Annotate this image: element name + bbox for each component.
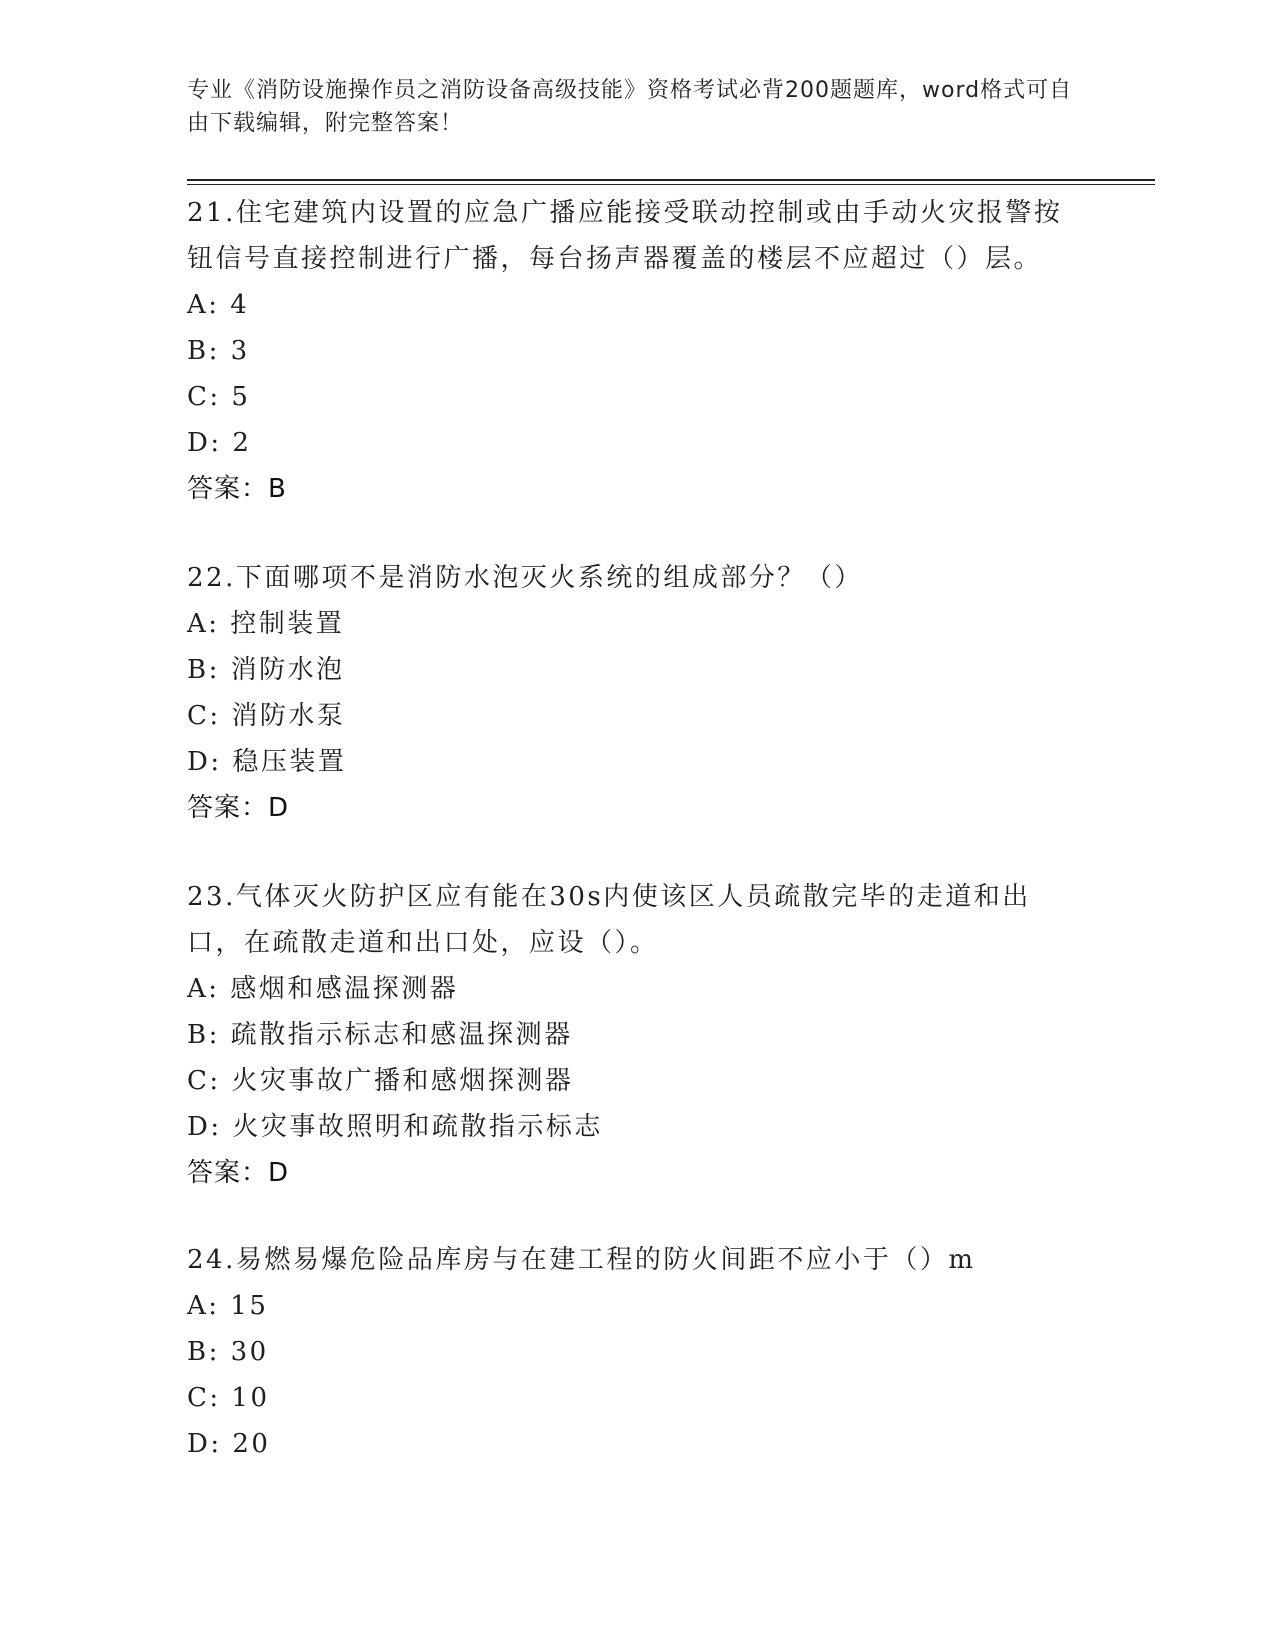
option-d: D: 火灾事故照明和疏散指示标志 [187,1112,603,1142]
question-21 [187,190,1087,512]
option-c: C: 5 [187,382,251,412]
answer: 答案：B [187,474,287,504]
option-c: C: 10 [187,1383,270,1413]
option-d: D: 稳压装置 [187,747,347,777]
option-a: A: 控制装置 [187,609,345,639]
question-22 [187,555,1087,831]
option-b: B: 疏散指示标志和感温探测器 [187,1020,573,1050]
question-stem: 22.下面哪项不是消防水泡灭火系统的组成部分？（） [187,563,863,593]
answer: 答案：D [187,1158,290,1188]
option-b: B: 消防水泡 [187,655,345,685]
header-divider-thin [187,184,1155,185]
question-23 [187,874,1087,1196]
option-b: B: 3 [187,336,250,366]
question-stem: 23.气体灭火防护区应有能在30s内使该区人员疏散完毕的走道和出口，在疏散走道和出口处，应设（）。 [187,882,1031,958]
question-24 [187,1237,1087,1467]
document-header: 专业《消防设施操作员之消防设备高级技能》资格考试必背200题题库，word格式可自由下载编辑，附完整答案！ [187,78,1073,136]
option-c: C: 消防水泵 [187,701,346,731]
option-a: A: 感烟和感温探测器 [187,974,459,1004]
option-c: C: 火灾事故广播和感烟探测器 [187,1066,574,1096]
header-divider-thick [187,179,1155,181]
question-stem: 21.住宅建筑内设置的应急广播应能接受联动控制或由手动火灾报警按钮信号直接控制进行广播，每台扬声器覆盖的楼层不应超过（）层。 [187,198,1063,274]
option-a: A: 15 [187,1291,269,1321]
option-b: B: 30 [187,1337,269,1367]
question-stem: 24.易燃易爆危险品库房与在建工程的防火间距不应小于（）m [187,1245,976,1275]
option-a: A: 4 [187,290,250,320]
option-d: D: 2 [187,428,252,458]
option-d: D: 20 [187,1429,271,1459]
answer: 答案：D [187,793,290,823]
